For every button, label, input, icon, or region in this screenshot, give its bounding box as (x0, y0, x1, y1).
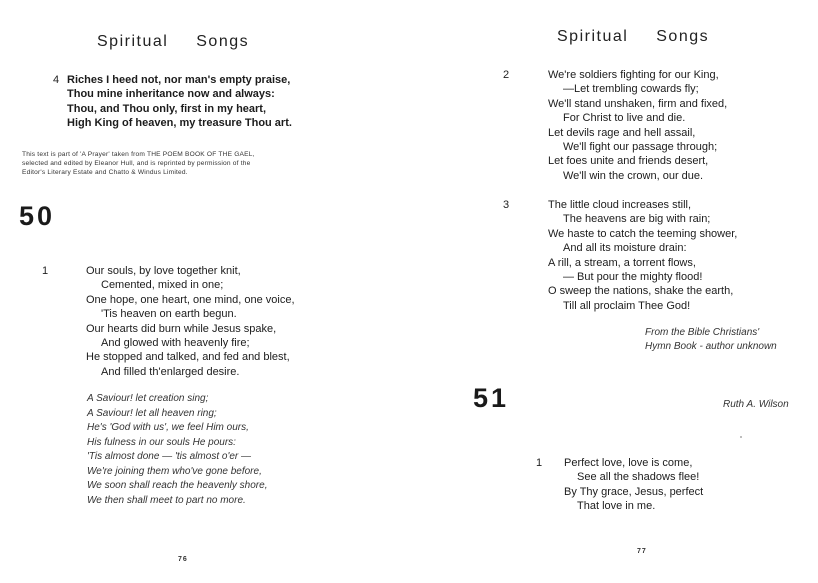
source-line: From the Bible Christians' (645, 327, 760, 338)
verse-number: 1 (42, 265, 49, 277)
verse-number: 4 (53, 74, 60, 86)
page-number: 76 (178, 556, 188, 563)
note-line: This text is part of 'A Prayer' taken from THE POEM BOOK OF THE GAEL, (22, 151, 255, 158)
right-page (409, 0, 818, 583)
chorus-line: We then shall meet to part no more. (87, 494, 246, 506)
verse-line: We haste to catch the teeming shower, (548, 227, 738, 240)
verse-line: We'll win the crown, our due. (563, 169, 704, 182)
verse-line: For Christ to live and die. (563, 112, 686, 125)
hymn-number: 50 (19, 201, 56, 231)
hymn-number: 51 (473, 383, 510, 413)
verse-line: The heavens are big with rain; (563, 213, 711, 226)
chorus-line: 'Tis almost done — 'tis almost o'er — (87, 451, 252, 462)
verse-line: — But pour the mighty flood! (563, 271, 703, 284)
note-line: Editor's Literary Estate and Chatto & Windus Limited. (22, 169, 188, 176)
verse-line: One hope, one heart, one mind, one voice, (86, 293, 295, 306)
chorus-line: A Saviour! let creation sing; (87, 393, 209, 404)
verse-2 (548, 68, 727, 183)
verse-line: Let foes unite and friends desert, (548, 155, 709, 168)
copyright-note (22, 150, 255, 177)
verse-line: Riches I heed not, nor man's empty praise, (67, 74, 291, 86)
verse-1 (86, 264, 295, 379)
verse-line: By Thy grace, Jesus, perfect (564, 485, 704, 498)
verse-line: High King of heaven, my treasure Thou art. (67, 117, 292, 130)
verse-line: Till all proclaim Thee God! (563, 299, 691, 312)
verse-line: O sweep the nations, shake the earth, (548, 285, 734, 298)
hymn-source (645, 326, 777, 354)
verse-line: And filled th'enlarged desire. (101, 365, 240, 378)
note-line: selected and edited by Eleanor Hull, and is reprinted by permission of the (22, 160, 251, 167)
verse-1 (564, 456, 703, 514)
verse-line: He stopped and talked, and fed and blest, (86, 351, 290, 364)
verse-line: Our souls, by love together knit, (86, 265, 241, 277)
page-number: 77 (637, 548, 647, 555)
verse-line: Let devils rage and hell assail, (548, 126, 696, 139)
page-header: Spiritual Songs (557, 28, 710, 45)
verse-number: 1 (536, 457, 543, 469)
verse-number: 3 (503, 199, 510, 211)
speck (740, 436, 742, 438)
verse-line: See all the shadows flee! (577, 471, 700, 484)
verse-line: Perfect love, love is come, (564, 457, 693, 469)
chorus-line: A Saviour! let all heaven ring; (87, 407, 217, 419)
chorus-line: We're joining them who've gone before, (87, 465, 262, 477)
chorus (87, 392, 267, 508)
verse-line: And glowed with heavenly fire; (101, 337, 250, 350)
verse-number: 2 (503, 69, 510, 81)
page-header: Spiritual Songs (97, 33, 250, 50)
verse-line: We'll fight our passage through; (563, 141, 718, 154)
verse-line: Cemented, mixed in one; (101, 279, 224, 292)
verse-line: Thou mine inheritance now and always: (67, 88, 275, 101)
verse-line: 'Tis heaven on earth begun. (101, 308, 237, 321)
verse-line: —Let trembling cowards fly; (563, 83, 699, 96)
verse-line: We'll stand unshaken, firm and fixed, (548, 97, 728, 110)
verse-line: A rill, a stream, a torrent flows, (548, 256, 696, 269)
verse-4 (67, 73, 292, 131)
chorus-line: His fulness in our souls He pours: (87, 436, 236, 448)
verse-3 (548, 198, 737, 313)
verse-line: Thou, and Thou only, first in my heart, (67, 102, 267, 115)
source-line: Hymn Book - author unknown (645, 341, 777, 352)
verse-line: That love in me. (577, 500, 656, 513)
verse-line: We're soldiers fighting for our King, (548, 69, 719, 81)
author: Ruth A. Wilson (723, 399, 789, 410)
chorus-line: We soon shall reach the heavenly shore, (87, 480, 268, 491)
chorus-line: He's 'God with us', we feel Him ours, (87, 422, 249, 433)
verse-line: The little cloud increases still, (548, 199, 692, 211)
verse-line: And all its moisture drain: (563, 242, 687, 255)
verse-line: Our hearts did burn while Jesus spake, (86, 322, 277, 335)
